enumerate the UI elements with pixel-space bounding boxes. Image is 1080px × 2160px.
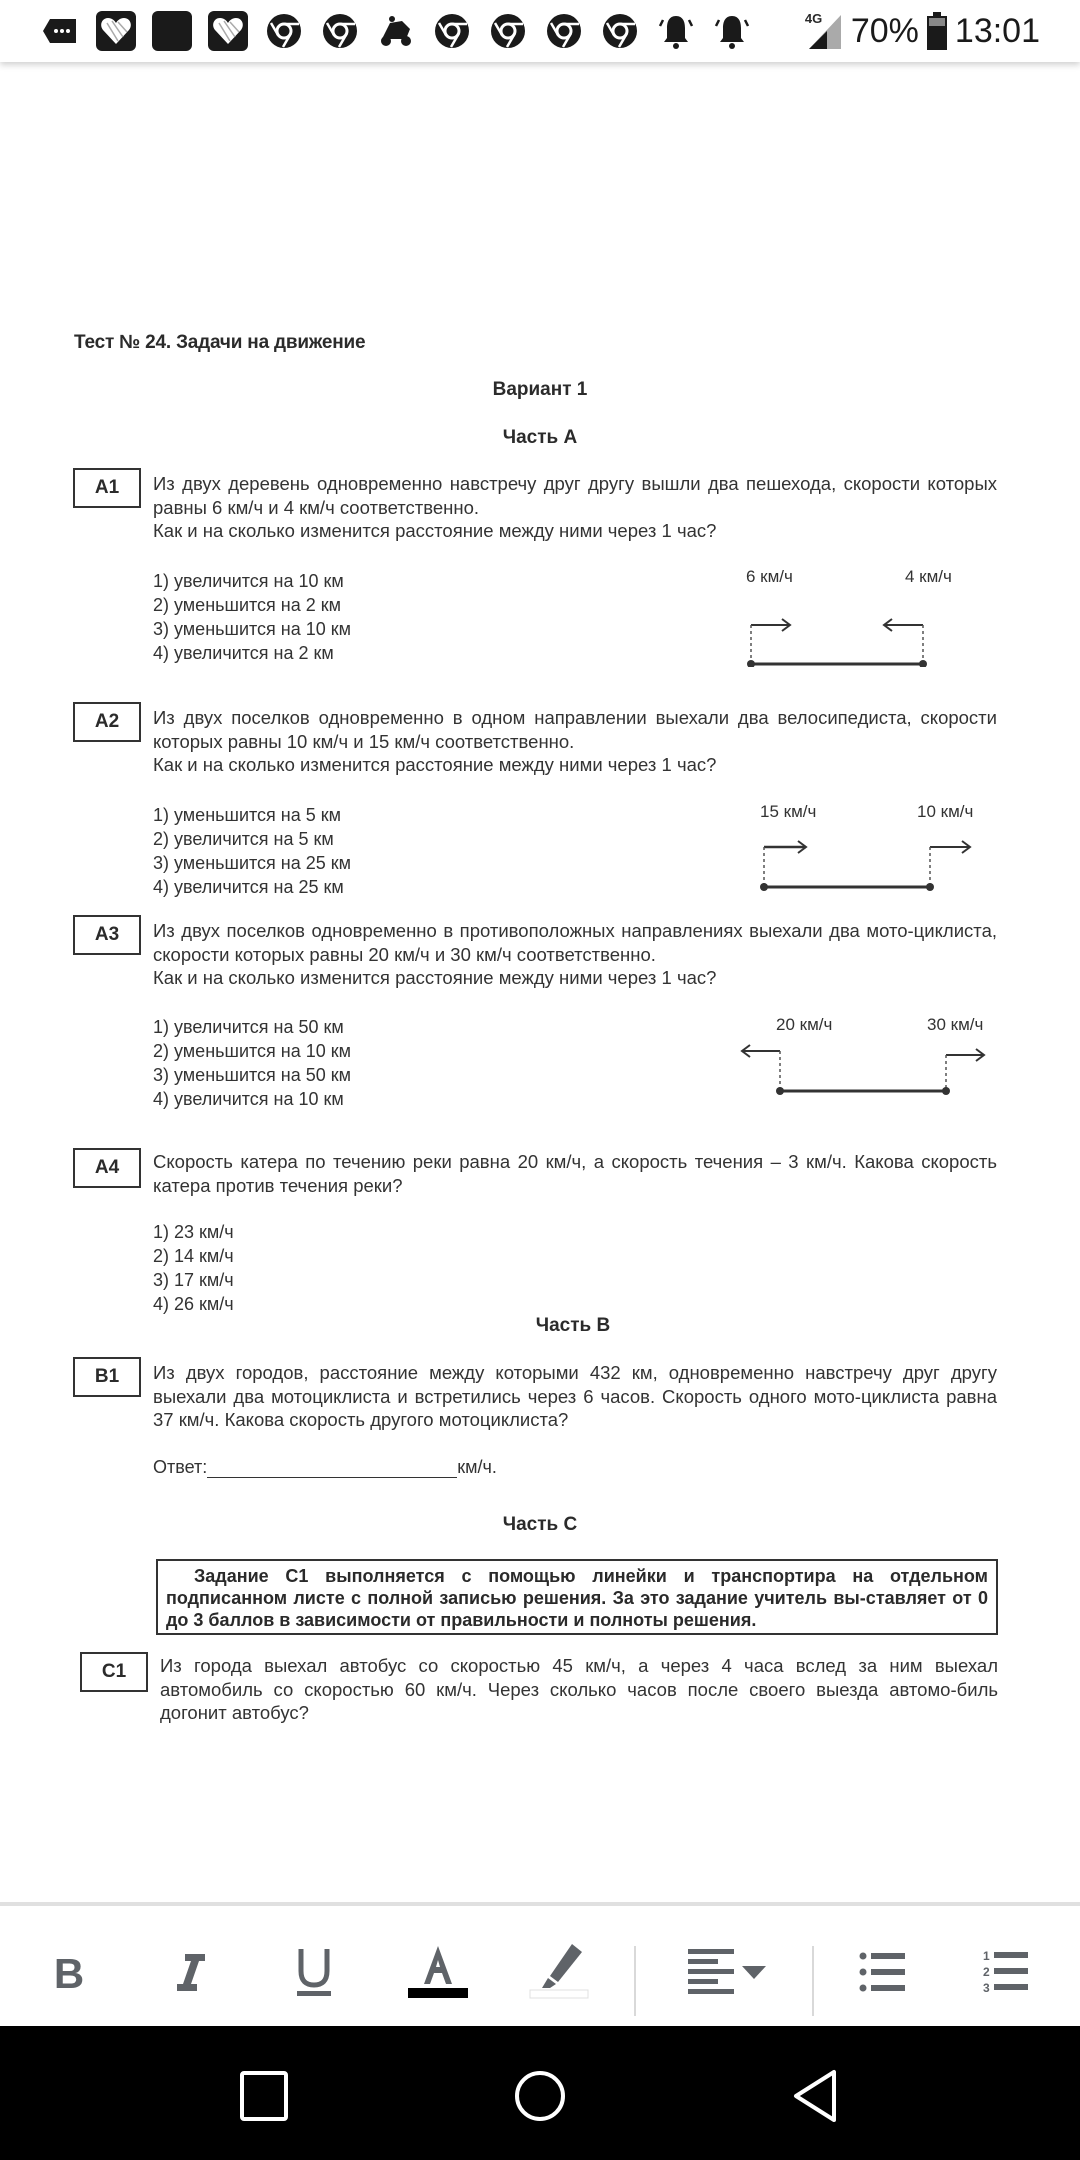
answer-field-b1: Ответ: км/ч. xyxy=(153,1457,497,1477)
document-page[interactable] xyxy=(0,62,1080,1902)
diagram-a1: 6 км/ч 4 км/ч xyxy=(740,567,980,667)
bold-icon xyxy=(49,1950,89,1994)
task-options-a3: 1) увеличится на 50 км 2) уменьшится на 10 км 3) уменьшится на 50 км 4) увеличится на 10 км xyxy=(153,1017,352,1109)
task-text-a3: Из двух поселков одновременно в противоположных направлениях выехали два мото-циклиста, скорости которых равны 20 км/ч и 30 км/ч соответственно. Как и на сколько изменится расстояние между ними через 1 час? xyxy=(153,920,997,988)
task-label-a3: А3 xyxy=(73,915,141,955)
chrome-icon xyxy=(600,11,640,51)
task-label-a1: А1 xyxy=(73,468,141,508)
heart-app-icon xyxy=(208,11,248,51)
task-options-a2: 1) уменьшится на 5 км 2) увеличится на 5 км 3) уменьшится на 25 км 4) увеличится на 25 км xyxy=(153,805,352,897)
part-c-heading: Часть С xyxy=(502,1514,578,1535)
formatting-toolbar xyxy=(0,1902,1080,2026)
dark-app-icon xyxy=(152,11,192,51)
notification-icons xyxy=(40,12,768,50)
task-label-a2: А2 xyxy=(73,702,141,742)
task-text-a1: Из двух деревень одновременно навстречу друг другу вышли два пешехода, скорости которых равны 6 км/ч и 4 км/ч соответственно. Как и на сколько изменится расстояние между ними через 1 час? xyxy=(153,473,997,541)
chrome-icon xyxy=(432,11,472,51)
part-b-heading: Часть В xyxy=(535,1315,611,1336)
motion-diagram-a2 xyxy=(750,802,1010,902)
answer-blank xyxy=(207,1460,457,1478)
highlighter-icon xyxy=(528,1942,590,2002)
chrome-icon xyxy=(264,11,304,51)
c1-instructions-box: Задание С1 выполняется с помощью линейки и транспортира на отдельном подписанном листе с полной записью решения. За это задание учитель вы-ставляет от 0 до 3 баллов в зависимости от правильности и полноты решения. xyxy=(156,1559,998,1635)
task-text-a4: Скорость катера по течению реки равна 20 км/ч, а скорость течения – 3 км/ч. Какова скорость катера против течения реки? xyxy=(153,1151,997,1196)
chrome-icon xyxy=(320,11,360,51)
diagram-a3: 20 км/ч 30 км/ч xyxy=(730,1015,1010,1115)
navigation-bar xyxy=(0,2026,1080,2160)
svg-text:B: B xyxy=(53,1950,85,1994)
bulleted-list-button[interactable] xyxy=(848,1936,920,2008)
battery-icon xyxy=(927,12,947,50)
task-label-c1: С1 xyxy=(80,1652,148,1692)
underline-button[interactable] xyxy=(278,1936,350,2008)
underline-icon xyxy=(294,1947,334,1997)
document-title: Тест № 24. Задачи на движение xyxy=(74,332,366,353)
recents-button[interactable] xyxy=(214,2046,314,2146)
text-color-icon xyxy=(407,1944,469,2000)
back-icon xyxy=(792,2069,840,2123)
status-bar xyxy=(0,0,1080,62)
home-button[interactable] xyxy=(490,2046,590,2146)
battery-percent: 70% xyxy=(850,11,919,50)
task-label-a4: А4 xyxy=(73,1148,141,1188)
toolbar-divider xyxy=(812,1946,814,2016)
home-icon xyxy=(513,2069,567,2123)
italic-icon xyxy=(171,1950,211,1994)
svg-text:3: 3 xyxy=(983,1981,990,1995)
heart-app-icon xyxy=(96,11,136,51)
motion-diagram-a1 xyxy=(740,567,980,667)
task-text-b1: Из двух городов, расстояние между которыми 432 км, одновременно навстречу друг другу выехали два мотоциклиста и встретились через 6 часов. Скорость одного мото-циклиста равна 37 км/ч. Какова скорость другого мотоциклиста? xyxy=(153,1362,997,1430)
back-button[interactable] xyxy=(766,2046,866,2146)
align-dropdown-button[interactable] xyxy=(683,1936,773,2008)
italic-button[interactable] xyxy=(155,1936,227,2008)
variant-heading: Вариант 1 xyxy=(492,379,588,400)
task-text-a2: Из двух поселков одновременно в одном направлении выехали два велосипедиста, скорости которых равны 10 км/ч и 15 км/ч соответственно. Как и на сколько изменится расстояние между ними через 1 час? xyxy=(153,707,997,775)
svg-text:2: 2 xyxy=(983,1965,990,1979)
network-type: 4G xyxy=(804,11,823,26)
bell-ring-icon xyxy=(656,11,696,51)
diagram-a2: 15 км/ч 10 км/ч xyxy=(750,802,1010,902)
clock: 13:01 xyxy=(954,11,1040,50)
highlight-button[interactable] xyxy=(523,1936,595,2008)
task-text-c1: Из города выехал автобус со скоростью 45 км/ч, а через 4 часа вслед за ним выехал автомобиль со скоростью 60 км/ч. Через сколько часов после своего выезда автомо-биль догонит автобус? xyxy=(160,1655,998,1723)
bold-button[interactable] xyxy=(33,1936,105,2008)
bulleted-list-icon xyxy=(859,1950,909,1994)
buggy-game-icon xyxy=(376,11,416,51)
align-left-icon xyxy=(686,1947,770,1997)
part-a-heading: Часть А xyxy=(502,427,578,448)
text-color-button[interactable] xyxy=(402,1936,474,2008)
numbered-list-icon xyxy=(980,1948,1032,1996)
svg-text:1: 1 xyxy=(983,1949,990,1963)
chrome-icon xyxy=(544,11,584,51)
overflow-dots-icon xyxy=(40,11,80,51)
recents-icon xyxy=(239,2070,289,2122)
signal-icon xyxy=(804,11,843,51)
task-options-a4: 1) 23 км/ч 2) 14 км/ч 3) 17 км/ч 4) 26 км/ч xyxy=(153,1222,234,1314)
chrome-icon xyxy=(488,11,528,51)
task-options-a1: 1) увеличится на 10 км 2) уменьшится на 2 км 3) уменьшится на 10 км 4) увеличится на 2 км xyxy=(153,571,352,663)
motion-diagram-a3 xyxy=(730,1015,1010,1115)
toolbar-divider xyxy=(634,1946,636,2016)
bell-ring-icon xyxy=(712,11,752,51)
system-status xyxy=(804,8,1040,54)
task-label-b1: В1 xyxy=(73,1357,141,1397)
numbered-list-button[interactable] xyxy=(970,1936,1042,2008)
